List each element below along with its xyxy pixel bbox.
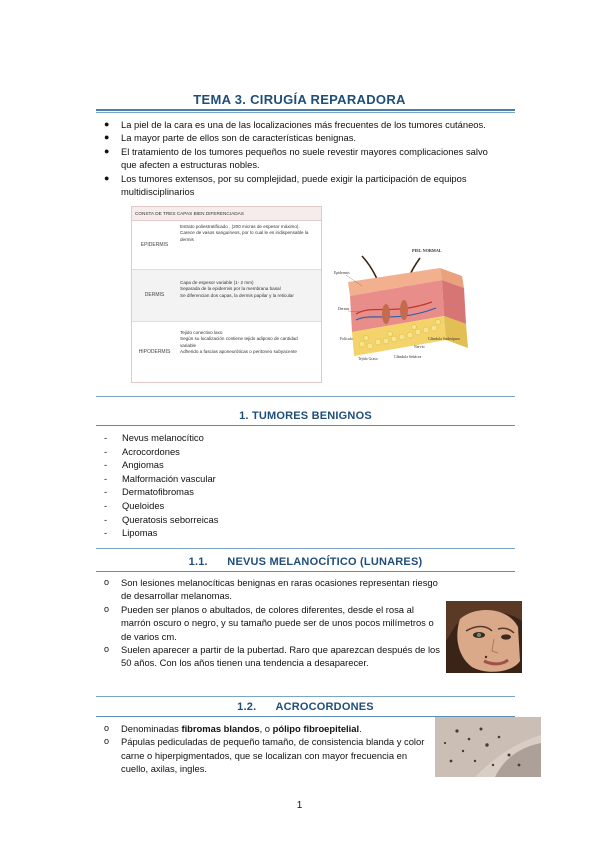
list-item: o Son lesiones melanocíticas benignas en raras ocasiones representan riesgo de desarrollar melanomas. [104, 577, 438, 602]
bullet-icon: ● [104, 132, 110, 143]
section-rule [96, 571, 515, 572]
diagram-label: Folículo [340, 337, 353, 341]
list-item: - Malformación vascular [104, 472, 216, 484]
list-item: o Pueden ser planos o abultados, de colores diferentes, desde el rosa al marrón oscuro o negro, y su tamaño puede ser de unos pocos milímetros o de varios cm. [104, 603, 434, 642]
diagram-title: PIEL NORMAL [412, 248, 442, 253]
list-item: - Nevus melanocítico [104, 432, 204, 443]
section-title: 1. TUMORES BENIGNOS [239, 410, 372, 422]
row-label: DERMIS [144, 292, 165, 299]
list-item: o Pápulas pediculadas de pequeño tamaño, de consistencia blanda y color carne o hiperpigmentados, que se localizan con mayor frecuencia en cuello, axilas, ingles. [104, 736, 425, 775]
intro-bullet: ● Los tumores extensos, por su complejidad, puede exigir la participación de equipos multidisciplinarios [104, 172, 467, 198]
row-label: EPIDERMIS [140, 241, 169, 248]
table-row [132, 270, 321, 322]
list-item: - Dermatofibromas [104, 486, 194, 498]
row-text: Tejido conectivo laxo Según su localización contiene tejido adiposo de cantidad variable Adherido a fascias aponeuróticas o peritoneo subyacente [180, 330, 298, 354]
intro-bullet-list [104, 118, 524, 198]
section-rule [96, 548, 515, 549]
diagram-label: Glándula Sebácea [394, 355, 422, 359]
skin-tags-photo [435, 717, 541, 777]
bullet-icon: ● [104, 172, 110, 183]
skin-layers-table [131, 206, 322, 383]
section-rule [96, 425, 515, 426]
diagram-label: Epidermis [334, 271, 350, 275]
skin-diagram [332, 244, 480, 362]
section-rule [96, 396, 515, 397]
list-item: - Lipomas [104, 527, 158, 539]
intro-bullet: ● La piel de la cara es una de las localizaciones más frecuentes de los tumores cutáneos. [104, 119, 486, 130]
section-title: 1.1. NEVUS MELANOCÍTICO (LUNARES) [188, 556, 423, 568]
list-item: o Denominadas fibromas blandos, o pólipo fibroepitelial. [104, 723, 362, 734]
bullet-icon: ● [104, 145, 110, 156]
diagram-label: Glándula Sudorípara [428, 337, 460, 341]
table-row [132, 322, 321, 382]
page-title: TEMA 3. CIRUGÍA REPARADORA [193, 92, 406, 107]
list-item: - Angiomas [104, 459, 164, 471]
intro-bullet: ● El tratamiento de los tumores pequeños no suele revestir mayores complicaciones salvo que afecten a estructuras nobles. [104, 145, 488, 171]
nevus-list [104, 576, 449, 670]
row-label: HIPODERMIS [138, 348, 171, 355]
diagram-label: Tejido Graso [358, 357, 378, 361]
acrocordones-list [104, 722, 426, 776]
diagram-label: Dermis [338, 307, 350, 311]
title-rule-thin [96, 112, 515, 113]
table-header: CONSTA DE TRES CAPAS BIEN DIFERENCIADAS [132, 207, 321, 221]
bullet-icon: ● [104, 119, 110, 129]
section-rule [96, 696, 515, 697]
list-item: - Queloides [104, 499, 165, 511]
intro-bullet: ● La mayor parte de ellos son de características benignas. [104, 132, 357, 144]
section-title: 1.2. ACROCORDONES [237, 701, 374, 713]
page-number: 1 [296, 800, 303, 811]
list-item: o Suelen aparecer a partir de la pubertad. Raro que aparezcan después de los 50 años. Con los años tienen una tendencia a desaparecer. [104, 644, 440, 669]
table-row [132, 221, 321, 270]
face-photo [446, 601, 522, 673]
title-rule [96, 109, 515, 111]
diagram-label: Nervio [414, 345, 425, 349]
list-item: - Queratosis seborreicas [104, 513, 219, 525]
benign-tumors-list [104, 431, 218, 540]
row-text: Estrato poliestratificado , (200 micras de espesor máximo). Carece de vasos sanguíneos, por lo cual le es indispensable la dermis [180, 224, 309, 242]
list-item: - Acrocordones [104, 445, 180, 457]
row-text: Capa de espesor variable (1- 2 mm) Separada de la epidermis por la membrana basal Se diferencian dos capas, la dermis papilar y la reticular [180, 280, 294, 298]
